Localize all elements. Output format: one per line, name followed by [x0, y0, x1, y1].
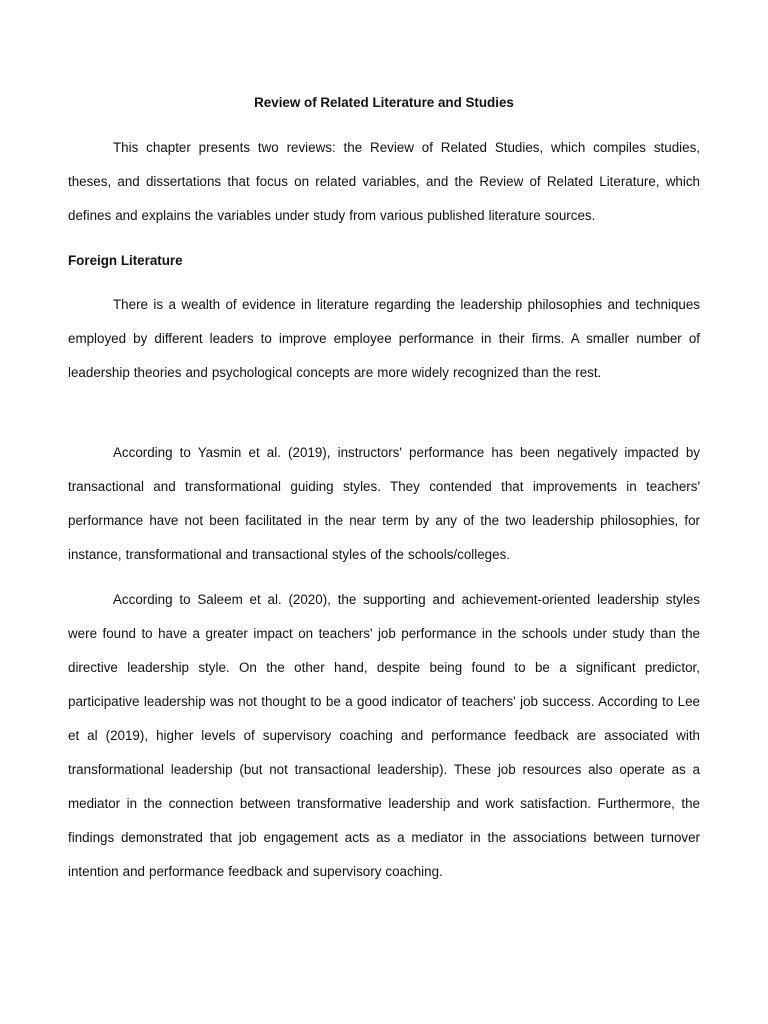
body-paragraph: There is a wealth of evidence in literature regarding the leadership philosophies and techniques employed by different leaders to improve employee performance in their firms. A smaller number of leadership theories and psychological concepts are more widely recognized than the rest. [68, 297, 700, 380]
intro-paragraph: This chapter presents two reviews: the Review of Related Studies, which compiles studies, theses, and dissertations that focus on related variables, and the Review of Related Literature, which defines and explains the variables under study from various published literature sources. [68, 140, 700, 223]
body-paragraph: According to Saleem et al. (2020), the supporting and achievement-oriented leadership styles were found to have a greater impact on teachers' job performance in the schools under study than the directive leadership style. On the other hand, despite being found to be a significant predictor, participative leadership was not thought to be a good indicator of teachers' job success. According to Lee et al (2019), higher levels of supervisory coaching and performance feedback are associated with transformational leadership (but not transactional leadership). These job resources also operate as a mediator in the connection between transformative leadership and work satisfaction. Furthermore, the findings demonstrated that job engagement acts as a mediator in the associations between turnover intention and performance feedback and supervisory coaching. [68, 592, 700, 879]
section-heading-foreign-literature: Foreign Literature [68, 253, 183, 268]
body-paragraph: According to Yasmin et al. (2019), instructors' performance has been negatively impacted by transactional and transformational guiding styles. They contended that improvements in teachers' performance have not been facilitated in the near term by any of the two leadership philosophies, for instance, transformational and transactional styles of the schools/colleges. [68, 445, 700, 562]
document-title: Review of Related Literature and Studies [254, 95, 514, 110]
